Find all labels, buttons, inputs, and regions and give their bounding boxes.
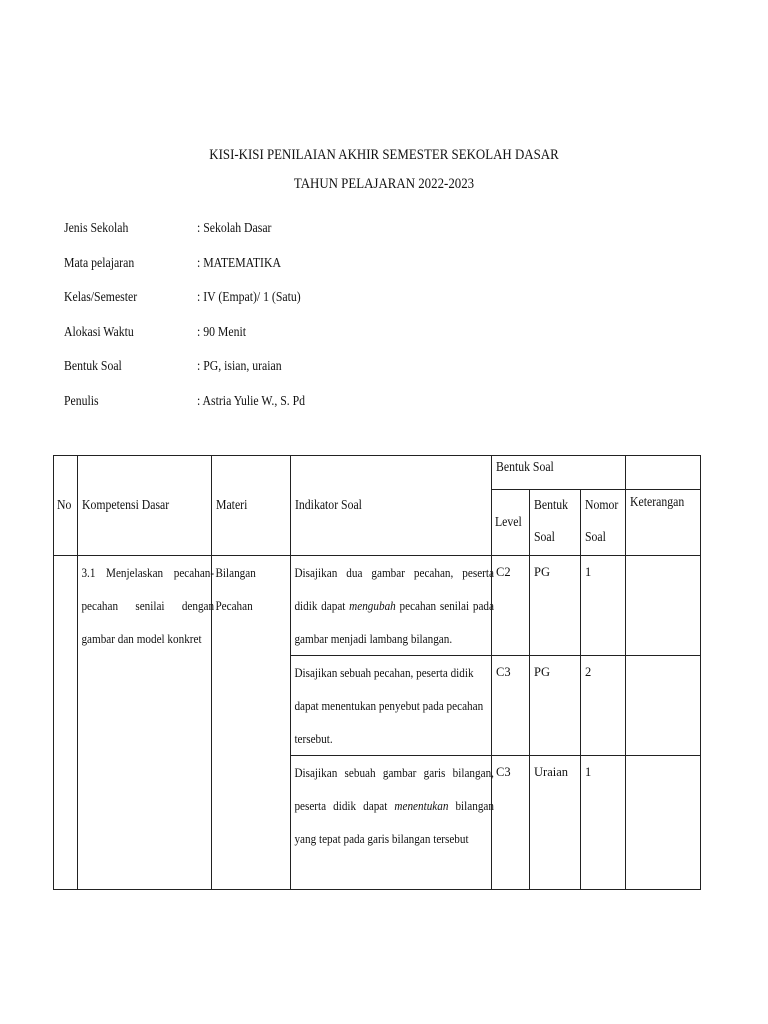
cell-bentuk: PG (530, 656, 581, 756)
header-nomor-soal: Nomor Soal (581, 490, 626, 556)
header-no: No (54, 456, 78, 556)
info-row-jenis-sekolah (64, 221, 464, 256)
cell-nomor: 2 (581, 656, 626, 756)
cell-no (54, 556, 78, 890)
header-bentuk-soal-group: Bentuk Soal (492, 456, 626, 490)
cell-materi: Bilangan Pecahan (212, 556, 291, 890)
cell-bentuk: PG (530, 556, 581, 656)
cell-nomor: 1 (581, 756, 626, 890)
cell-keterangan (626, 656, 701, 756)
info-value: : MATEMATIKA (197, 255, 281, 271)
info-row-penulis (64, 394, 464, 429)
cell-level: C3 (492, 756, 530, 890)
cell-nomor: 1 (581, 556, 626, 656)
cell-level: C3 (492, 656, 530, 756)
cell-bentuk: Uraian (530, 756, 581, 890)
info-row-mata-pelajaran (64, 256, 464, 291)
document-subtitle: TAHUN PELAJARAN 2022-2023 (293, 176, 475, 192)
info-label: Mata pelajaran (64, 255, 135, 271)
info-label: Bentuk Soal (64, 359, 122, 374)
info-label: Penulis (64, 393, 99, 409)
info-value: : Astria Yulie W., S. Pd (197, 393, 306, 409)
info-label: Kelas/Semester (64, 290, 138, 305)
cell-kompetensi-dasar: 3.1 Menjelaskan pecahan-pecahan senilai dengan gambar dan model konkret (78, 556, 212, 890)
cell-indikator: Disajikan dua gambar pecahan, peserta didik dapat mengubah pecahan senilai pada gambar menjadi lambang bilangan. (291, 556, 492, 656)
header-level: Level (492, 490, 530, 556)
header-materi: Materi (212, 456, 291, 556)
table-header-row (54, 456, 701, 490)
kisi-kisi-table (53, 455, 701, 890)
info-value: : Sekolah Dasar (197, 221, 272, 236)
header-bentuk: Bentuk Soal (530, 490, 581, 556)
cell-keterangan (626, 556, 701, 656)
cell-keterangan (626, 756, 701, 890)
cell-indikator: Disajikan sebuah pecahan, peserta didik dapat menentukan penyebut pada pecahan tersebut. (291, 656, 492, 756)
info-label: Jenis Sekolah (64, 221, 129, 236)
cell-level: C2 (492, 556, 530, 656)
header-keterangan: Keterangan (626, 470, 701, 536)
table-row (54, 556, 701, 656)
header-kompetensi-dasar: Kompetensi Dasar (78, 456, 212, 556)
info-row-bentuk-soal (64, 359, 464, 394)
info-label: Alokasi Waktu (64, 324, 134, 340)
info-row-alokasi-waktu (64, 325, 464, 360)
info-value: : PG, isian, uraian (197, 359, 282, 374)
info-value: : IV (Empat)/ 1 (Satu) (197, 290, 301, 305)
identity-section (64, 221, 464, 428)
cell-indikator: Disajikan sebuah gambar garis bilangan, peserta didik dapat menentukan bilangan yang tepat pada garis bilangan tersebut (291, 756, 492, 890)
document-title: KISI-KISI PENILAIAN AKHIR SEMESTER SEKOLAH DASAR (209, 147, 559, 163)
header-indikator-soal: Indikator Soal (291, 456, 492, 556)
info-row-kelas-semester (64, 290, 464, 325)
info-value: : 90 Menit (197, 324, 247, 340)
